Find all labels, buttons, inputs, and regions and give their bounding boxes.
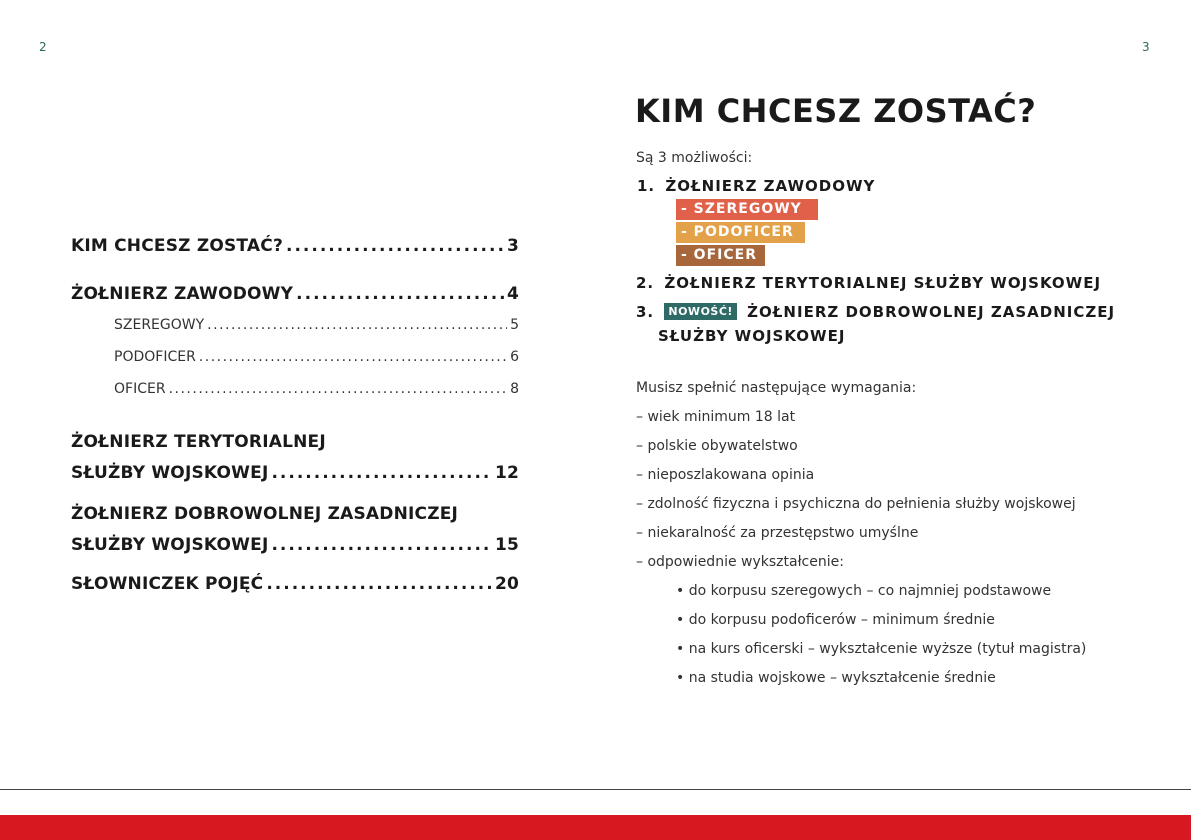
toc-entry-szeregowy[interactable]	[71, 317, 519, 349]
toc-page: 5	[510, 317, 519, 333]
toc-page: 8	[510, 381, 519, 397]
option-number: 3.	[636, 303, 655, 321]
requirement-item: – niekaralność za przestępstwo umyślne	[636, 525, 919, 541]
requirements	[636, 378, 1156, 697]
option-number: 2.	[636, 274, 655, 292]
option-label: ŻOŁNIERZ TERYTORIALNEJ SŁUŻBY WOJSKOWEJ	[664, 274, 1102, 292]
toc-label: ŻOŁNIERZ ZAWODOWY	[71, 284, 294, 304]
option-3	[636, 303, 1115, 321]
option-1	[637, 177, 875, 195]
toc-label: SZEREGOWY	[114, 317, 205, 333]
education-item: • do korpusu szeregowych – co najmniej podstawowe	[676, 583, 1052, 599]
sub-option-szeregowy: - SZEREGOWY	[676, 199, 818, 220]
requirement-item: – nieposzlakowana opinia	[636, 467, 815, 483]
sub-option-podoficer: - PODOFICER	[676, 222, 805, 243]
toc-label-line1: ŻOŁNIERZ TERYTORIALNEJ	[71, 432, 326, 452]
toc-entry-dobrowolnej[interactable]	[71, 499, 519, 561]
option-label: ŻOŁNIERZ ZAWODOWY	[665, 177, 876, 195]
toc-label-line2: SŁUŻBY WOJSKOWEJ	[71, 535, 269, 555]
requirement-item: – polskie obywatelstwo	[636, 438, 798, 454]
toc-page: 20	[494, 574, 519, 594]
toc-page: 15	[494, 535, 519, 555]
toc-label: OFICER	[114, 381, 166, 397]
requirement-item: – zdolność fizyczna i psychiczna do pełnienia służby wojskowej	[636, 496, 1076, 512]
toc-page: 3	[506, 236, 519, 256]
toc-page: 12	[494, 463, 519, 483]
footer-divider	[0, 789, 1191, 790]
toc-page: 4	[506, 284, 519, 304]
table-of-contents	[71, 236, 519, 605]
toc-label: PODOFICER	[114, 349, 196, 365]
toc-entry-terytorialnej[interactable]	[71, 427, 519, 489]
toc-label-line2: SŁUŻBY WOJSKOWEJ	[71, 463, 269, 483]
education-item: • na studia wojskowe – wykształcenie średnie	[676, 670, 996, 686]
new-badge: NOWOŚĆ!	[664, 303, 737, 320]
education-item: • do korpusu podoficerów – minimum średnie	[676, 612, 995, 628]
toc-page: 6	[510, 349, 519, 365]
toc-entry-zolnierz-zawodowy[interactable]	[71, 284, 519, 315]
toc-entry-podoficer[interactable]	[71, 349, 519, 381]
toc-entry-slowniczek[interactable]	[71, 574, 519, 605]
requirements-intro: Musisz spełnić następujące wymagania:	[636, 380, 917, 396]
page-title: KIM CHCESZ ZOSTAĆ?	[635, 92, 1037, 130]
footer-bar	[0, 815, 1191, 840]
toc-label: KIM CHCESZ ZOSTAĆ?	[71, 236, 284, 256]
education-item: • na kurs oficerski – wykształcenie wyższe (tytuł magistra)	[676, 641, 1087, 657]
toc-label: SŁOWNICZEK POJĘĆ	[71, 574, 264, 594]
option-number: 1.	[637, 177, 656, 195]
toc-entry-kim-chcesz-zostac[interactable]	[71, 236, 519, 267]
requirement-item: – wiek minimum 18 lat	[636, 409, 796, 425]
page-number-right: 3	[1142, 40, 1150, 54]
option-3-line2: SŁUŻBY WOJSKOWEJ	[658, 327, 846, 345]
toc-entry-oficer[interactable]	[71, 381, 519, 413]
requirement-item: – odpowiednie wykształcenie:	[636, 554, 844, 570]
sub-option-oficer: - OFICER	[676, 245, 765, 266]
intro-text: Są 3 możliwości:	[636, 150, 753, 166]
page-number-left: 2	[39, 40, 47, 54]
toc-label-line1: ŻOŁNIERZ DOBROWOLNEJ ZASADNICZEJ	[71, 504, 459, 524]
option-2	[636, 274, 1101, 292]
option-label-line1: ŻOŁNIERZ DOBROWOLNEJ ZASADNICZEJ	[747, 303, 1116, 321]
